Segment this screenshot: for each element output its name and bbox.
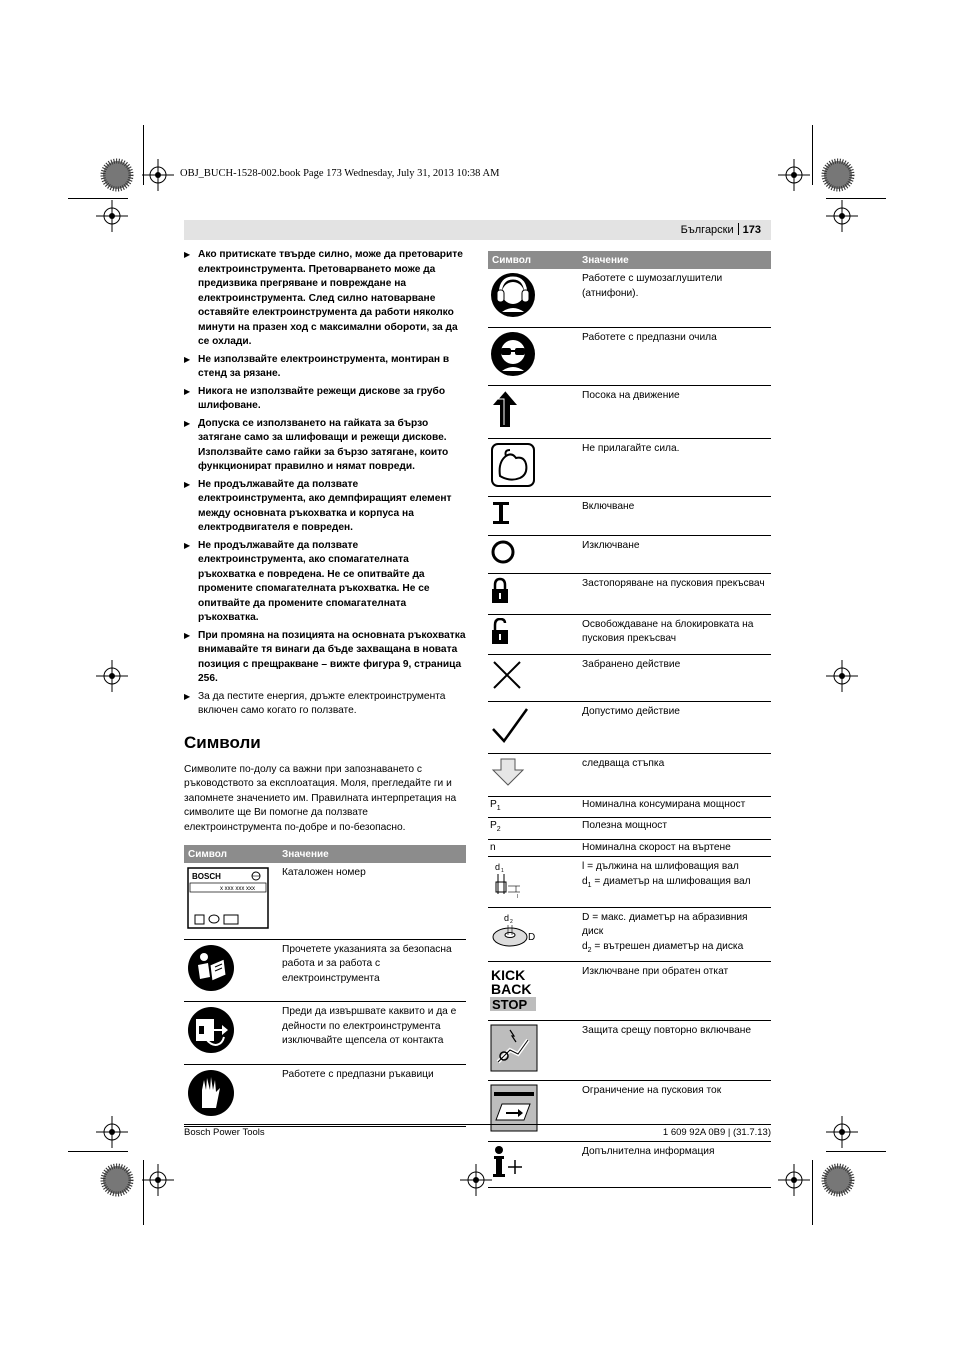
crosshair-icon	[92, 1112, 132, 1152]
warning-item: ▶ За да пестите енергия, дръжте електроинструмента включен само когато го ползвате.	[184, 690, 466, 719]
table-row	[488, 907, 771, 962]
warning-item: ▶ Не продължавайте да ползвате електроинструмента, ако демпфиращият елемент между основната ръкохватка и корпуса на електродвигателя е повреден.	[184, 478, 466, 536]
column-header-symbol: Символ	[184, 845, 278, 863]
ear-protection-icon	[490, 272, 536, 318]
table-row	[488, 327, 771, 386]
no-force-icon	[490, 442, 536, 488]
table-row	[488, 438, 771, 497]
warning-item: ▶ Не продължавайте да ползвате електроинструмента, ако спомагателната ръкохватка е повредена. Не се опитвайте да промените спомагателната ръкохватка. Не се опитвайте да промените спомагателната ръкохватка.	[184, 539, 466, 626]
crosshair-icon	[92, 196, 132, 236]
registration-target-icon	[818, 1160, 858, 1200]
unlock-icon	[490, 618, 510, 646]
crosshair-icon	[774, 1160, 814, 1200]
table-row	[488, 535, 771, 574]
table-row	[184, 1064, 466, 1127]
symbol-text: P	[490, 820, 497, 832]
table-row	[184, 939, 466, 1002]
language-label: Български	[680, 224, 734, 236]
table-row	[488, 701, 771, 754]
meaning-text: Работете с предпазни ръкавици	[278, 1064, 466, 1127]
warning-item: ▶ При промяна на позицията на основната ръкохватка внимавайте тя винаги да бъде захващана в новата позиция с прещракване – вижте фигура 9, страница 256.	[184, 629, 466, 687]
table-row	[488, 269, 771, 327]
column-header-meaning: Значение	[578, 251, 771, 269]
meaning-line-2: $d_2$ = вътрешен диаметър на диска	[582, 940, 744, 954]
registration-target-icon	[818, 155, 858, 195]
switch-on-icon	[490, 500, 514, 526]
svg-text:l: l	[517, 894, 519, 899]
meaning-text: следваща стъпка	[578, 754, 771, 797]
meaning-text: Освобождаване на блокировката на пусковия прекъсвач	[578, 614, 771, 655]
crosshair-icon	[774, 155, 814, 195]
left-column	[184, 248, 466, 1127]
crosshair-icon	[822, 656, 862, 696]
table-row	[488, 818, 771, 840]
crosshair-icon	[92, 656, 132, 696]
footer-divider	[184, 1124, 771, 1125]
meaning-text: Работете с предпазни очила	[578, 327, 771, 386]
shaft-dimensions-icon	[490, 860, 526, 898]
table-row	[488, 655, 771, 702]
meaning-text: Включване	[578, 497, 771, 536]
meaning-text: Ограничение на пусковия ток	[578, 1081, 771, 1142]
table-row	[488, 574, 771, 615]
svg-text:2: 2	[510, 918, 513, 925]
meaning-text: Каталожен номер	[278, 863, 466, 939]
table-row	[184, 863, 466, 939]
table-row	[488, 497, 771, 536]
lock-icon	[490, 577, 510, 605]
book-header: OBJ_BUCH-1528-002.book Page 173 Wednesday, July 31, 2013 10:38 AM	[180, 168, 500, 179]
additional-info-icon	[490, 1145, 526, 1179]
footer-doc-number: 1 609 92A 0B9 | (31.7.13)	[662, 1127, 771, 1138]
page-header-text	[681, 223, 761, 236]
gloves-icon	[186, 1068, 236, 1118]
meaning-text: Полезна мощност	[578, 818, 771, 840]
meaning-text: Номинална консумирана мощност	[578, 796, 771, 818]
meaning-text: Допустимо действие	[578, 701, 771, 754]
crosshair-icon	[138, 155, 178, 195]
meaning-line-2: $d_1$ = диаметър на шлифоващия вал	[582, 875, 751, 889]
allowed-icon	[490, 705, 530, 745]
meaning-text: Забранено действие	[578, 655, 771, 702]
meaning-text: Работете с шумозаглушители (атнифони).	[578, 269, 771, 327]
symbol-text: P	[490, 798, 497, 810]
warning-item: ▶ Допуска се използването на гайката за бързо затягане само за шлифоващи и режещи дискове. Използвайте само гайки за бързо затягане, които функционират правилно и нямат повреди.	[184, 417, 466, 475]
table-row	[488, 614, 771, 655]
table-row	[488, 1020, 771, 1081]
disc-diameter-icon	[490, 911, 540, 951]
warning-item: ▶ Никога не използвайте режещи дискове за грубо шлифоване.	[184, 385, 466, 414]
forbidden-icon	[490, 658, 524, 692]
meaning-text: Допълнителна информация	[578, 1141, 771, 1188]
meaning-text: Прочетете указанията за безопасна работа и за работа с електроинструмента	[278, 939, 466, 1002]
restart-protection-icon	[490, 1024, 538, 1072]
meaning-text: Защита срещу повторно включване	[578, 1020, 771, 1081]
separator	[738, 223, 739, 235]
meaning-text: Застопоряване на пусковия прекъсвач	[578, 574, 771, 615]
symbols-table-left	[184, 845, 466, 1127]
symbol-text: n	[490, 841, 496, 853]
page-number: 173	[742, 224, 761, 236]
direction-arrow-icon	[490, 389, 520, 429]
switch-off-icon	[490, 539, 516, 565]
svg-text:d: d	[504, 912, 510, 923]
meaning-text: Не прилагайте сила.	[578, 438, 771, 497]
svg-text:BACK: BACK	[491, 981, 532, 998]
meaning-text: Изключване при обратен откат	[578, 962, 771, 1021]
plate-brand: BOSCH	[192, 872, 221, 881]
table-row	[488, 754, 771, 797]
meaning-line-1: D = макс. диаметър на абразивния диск	[582, 911, 748, 938]
footer-publisher: Bosch Power Tools	[184, 1127, 265, 1138]
warning-item: ▶ Не използвайте електроинструмента, монтиран в стенд за рязане.	[184, 353, 466, 382]
read-manual-icon	[186, 943, 236, 993]
meaning-text: Изключване	[578, 535, 771, 574]
registration-target-icon	[97, 155, 137, 195]
table-row	[488, 857, 771, 908]
svg-text:d: d	[495, 862, 501, 873]
table-row	[488, 1141, 771, 1188]
crosshair-icon	[822, 196, 862, 236]
warning-item: ▶ Ако притискате твърде силно, може да претоварите електроинструмента. Претоварването може да предизвика прегряване и повреждане на електроинструмента. След силно натоварване оставяйте електроинструмента да работи няколко минути на празен ход с максимални обороти, за да се охлади.	[184, 248, 466, 350]
svg-text:STOP: STOP	[492, 997, 528, 1012]
kickback-stop-icon	[490, 965, 536, 1011]
column-header-meaning: Значение	[278, 845, 466, 863]
table-row	[184, 1002, 466, 1065]
svg-text:KICK: KICK	[491, 967, 526, 984]
page-header-bar	[184, 220, 771, 240]
symbols-table-right	[488, 251, 771, 1188]
unplug-icon	[186, 1005, 236, 1055]
table-row	[488, 796, 771, 818]
svg-text:1: 1	[501, 868, 504, 875]
symbol-subscript: 1	[496, 804, 501, 812]
table-row	[488, 962, 771, 1021]
safety-glasses-icon	[490, 331, 536, 377]
table-row	[488, 839, 771, 857]
table-row	[488, 386, 771, 439]
crosshair-icon	[822, 1112, 862, 1152]
meaning-text: Номинална скорост на въртене	[578, 839, 771, 857]
meaning-text: Преди да извършвате каквито и да е дейности по електроинструмента изключвайте щепсела от контакта	[278, 1002, 466, 1065]
intro-paragraph: Символите по-долу са важни при запознаването с ръководството за експлоатация. Моля, прегледайте ги и запомнете значението им. Правилната интерпретация на символите ще Ви помогне да ползвате електроинструмента по-добре и по-безопасно.	[184, 763, 457, 833]
section-title: Символи	[184, 732, 261, 752]
symbol-subscript: 2	[496, 826, 501, 834]
column-header-symbol: Символ	[488, 251, 578, 269]
warnings-list	[184, 248, 466, 719]
meaning-line-1: l = дължина на шлифоващия вал	[582, 861, 739, 873]
registration-target-icon	[97, 1160, 137, 1200]
next-step-icon	[490, 757, 526, 787]
meaning-text: Посока на движение	[578, 386, 771, 439]
svg-text:D: D	[528, 931, 536, 943]
plate-number: x xxx xxx xxx	[220, 886, 256, 892]
crosshair-icon	[138, 1160, 178, 1200]
bosch-nameplate-icon	[186, 866, 270, 930]
